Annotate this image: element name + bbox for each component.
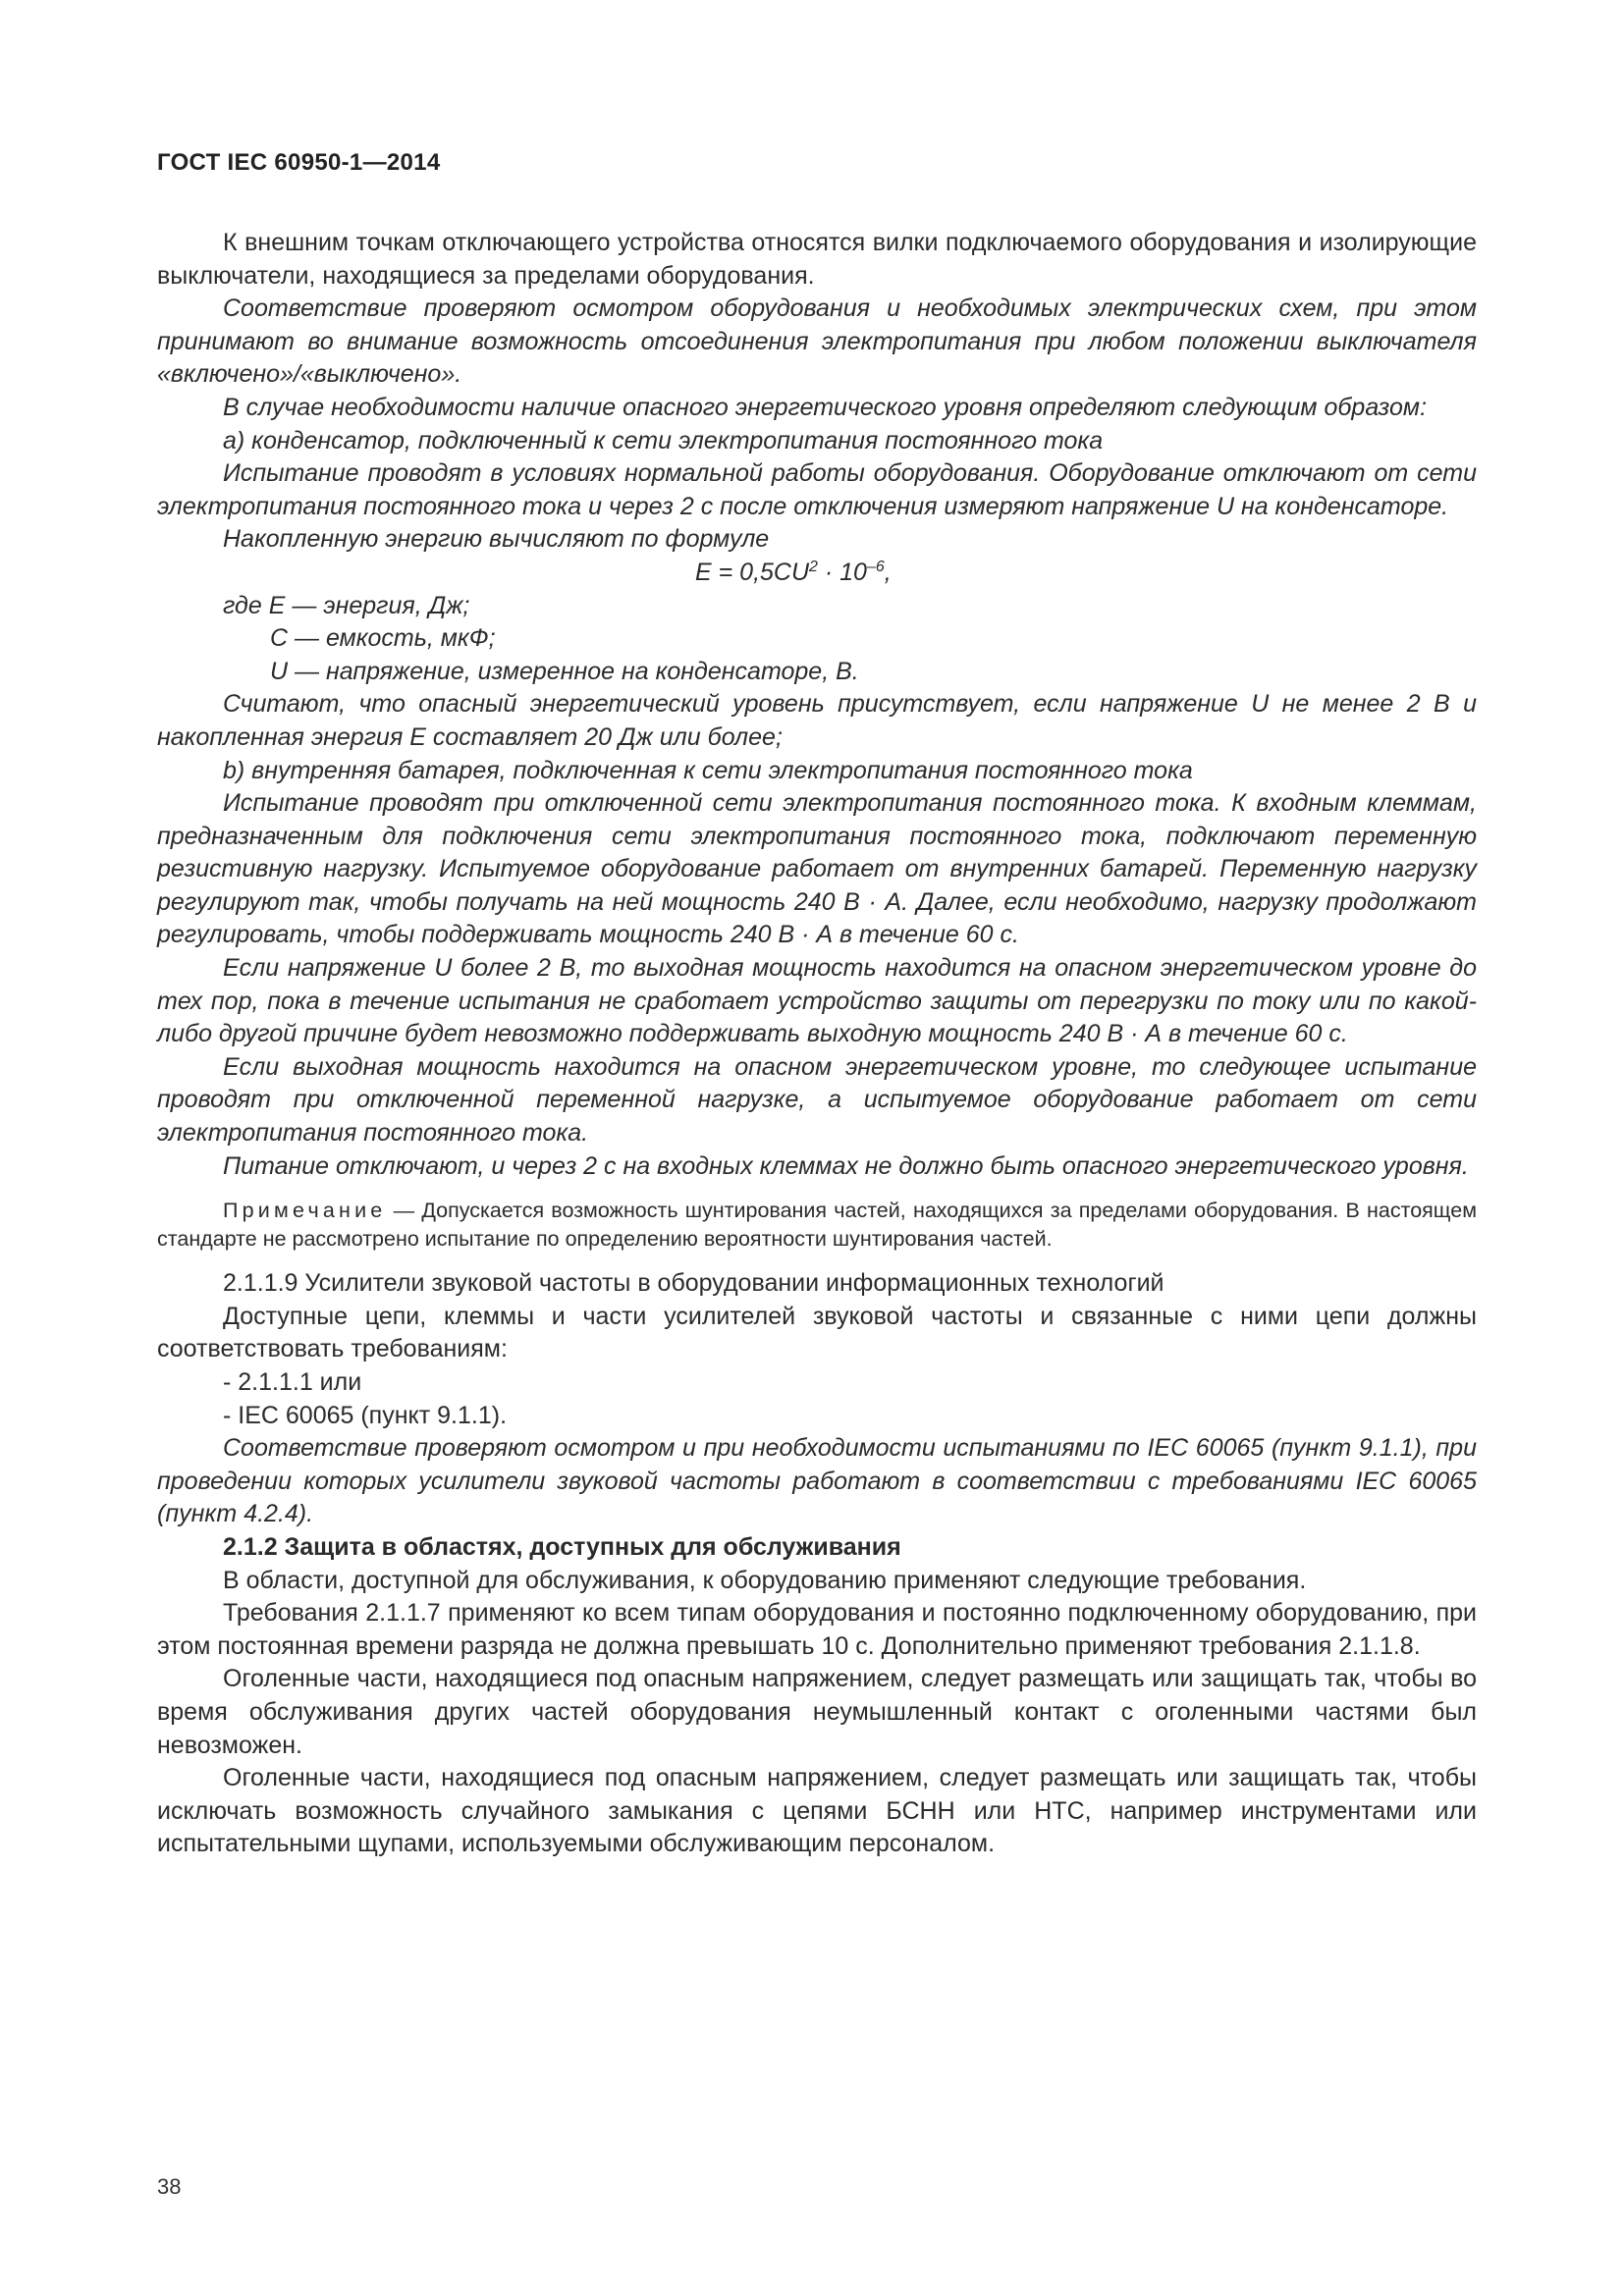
paragraph: К внешним точкам отключающего устройства относятся вилки подключаемого оборудования и изолирующие выключатели, находящиеся за пределами оборудования. bbox=[157, 229, 1477, 290]
paragraph: Если напряжение U более 2 В, то выходная мощность находится на опасном энергетическом уровне до тех пор, пока в течение испытания не сработает устройство защиты от перегрузки по току или по какой-либо другой причине будет невозможно поддерживать выходную мощность 240 В · А в течение 60 с. bbox=[157, 954, 1477, 1048]
formula-base: E = 0,5CU bbox=[695, 558, 810, 586]
list-item-a: а) конденсатор, подключенный к сети электропитания постоянного тока bbox=[223, 426, 1104, 454]
clause-heading-2-1-1-9: 2.1.1.9 Усилители звуковой частоты в оборудовании информационных технологий bbox=[223, 1269, 1164, 1298]
page-body bbox=[157, 227, 1477, 1861]
list-item: - IEC 60065 (пункт 9.1.1). bbox=[223, 1401, 508, 1429]
list-item-b: b) внутренняя батарея, подключенная к сети электропитания постоянного тока bbox=[223, 756, 1193, 784]
note-label: Примечание bbox=[223, 1199, 387, 1223]
page-number: 38 bbox=[157, 2174, 182, 2199]
paragraph: Испытание проводят при отключенной сети электропитания постоянного тока. К входным клеммам, предназначенным для подключения сети электропитания постоянного тока, подключают переменную резистивную нагрузку. Испытуемое оборудование работает от внутренних батарей. Переменную нагрузку регулируют так, чтобы получать на ней мощность 240 В · А. Далее, если необходимо, нагрузку продолжают регулировать, чтобы поддерживать мощность 240 В · А в течение 60 с. bbox=[157, 789, 1477, 949]
list-item: - 2.1.1.1 или bbox=[223, 1368, 362, 1396]
note-paragraph bbox=[157, 1197, 1477, 1254]
paragraph: Оголенные части, находящиеся под опасным напряжением, следует размещать или защищать так, чтобы во время обслуживания других частей оборудования неумышленный контакт с оголенными частями был невозможен. bbox=[157, 1665, 1477, 1759]
section-heading-2-1-2: 2.1.2 Защита в областях, доступных для обслуживания bbox=[223, 1532, 901, 1561]
formula-end: , bbox=[884, 558, 892, 586]
where-voltage-definition: U — напряжение, измеренное на конденсаторе, В. bbox=[270, 657, 859, 685]
note-text: — Допускается возможность шунтирования частей, находящихся за пределами оборудования. В настоящем стандарте не рассмотрено испытание по определению вероятности шунтирования частей. bbox=[157, 1199, 1477, 1252]
paragraph: Питание отключают, и через 2 с на входных клеммах не должно быть опасного энергетического уровня. bbox=[223, 1151, 1469, 1180]
paragraph: Считают, что опасный энергетический уровень присутствует, если напряжение U не менее 2 В и накопленная энергия E составляет 20 Дж или более; bbox=[157, 690, 1477, 751]
paragraph: Накопленную энергию вычисляют по формуле bbox=[223, 525, 770, 554]
compliance-paragraph: Соответствие проверяют осмотром и при необходимости испытаниями по IEC 60065 (пункт 9.1.1), при проведении которых усилители звуковой частоты работают в соответствии с требованиями IEC 60065 (пункт 4.2.4). bbox=[157, 1434, 1477, 1528]
formula-exponent-minus-6: –6 bbox=[866, 558, 885, 575]
paragraph: Если выходная мощность находится на опасном энергетическом уровне, то следующее испытание проводят при отключенной переменной нагрузке, а испытуемое оборудование работает от сети электропитания постоянного тока. bbox=[157, 1052, 1477, 1148]
formula-multiplier: · 10 bbox=[817, 558, 867, 586]
paragraph: Испытание проводят в условиях нормальной работы оборудования. Оборудование отключают от сети электропитания постоянного тока и через 2 с после отключения измеряют напряжение U на конденсаторе. bbox=[157, 459, 1477, 520]
paragraph: Доступные цепи, клеммы и части усилителей звуковой частоты и связанные с ними цепи должны соответствовать требованиям: bbox=[157, 1302, 1477, 1363]
paragraph: Оголенные части, находящиеся под опасным напряжением, следует размещать или защищать так, чтобы исключать возможность случайного замыкания с цепями БСНН или НТС, например инструментами или испытательными щупами, используемыми обслуживающим персоналом. bbox=[157, 1764, 1477, 1858]
where-energy-definition: где E — энергия, Дж; bbox=[223, 591, 470, 619]
paragraph: В области, доступной для обслуживания, к оборудованию применяют следующие требования. bbox=[223, 1566, 1307, 1594]
where-capacitance-definition: C — емкость, мкФ; bbox=[270, 624, 496, 653]
paragraph: Требования 2.1.1.7 применяют ко всем типам оборудования и постоянно подключенному оборудованию, при этом постоянная времени разряда не должна превышать 10 с. Дополнительно применяют требования 2.1.1.8. bbox=[157, 1599, 1477, 1660]
formula-exponent-2: 2 bbox=[809, 558, 818, 575]
compliance-paragraph: Соответствие проверяют осмотром оборудования и необходимых электрических схем, при этом принимают во внимание возможность отсоединения электропитания при любом положении выключателя «включено»/«выключено». bbox=[157, 294, 1477, 389]
page-header-standard-code: ГОСТ IEC 60950-1—2014 bbox=[157, 149, 441, 176]
energy-formula bbox=[157, 557, 1477, 590]
paragraph: В случае необходимости наличие опасного энергетического уровня определяют следующим образом: bbox=[223, 393, 1428, 421]
